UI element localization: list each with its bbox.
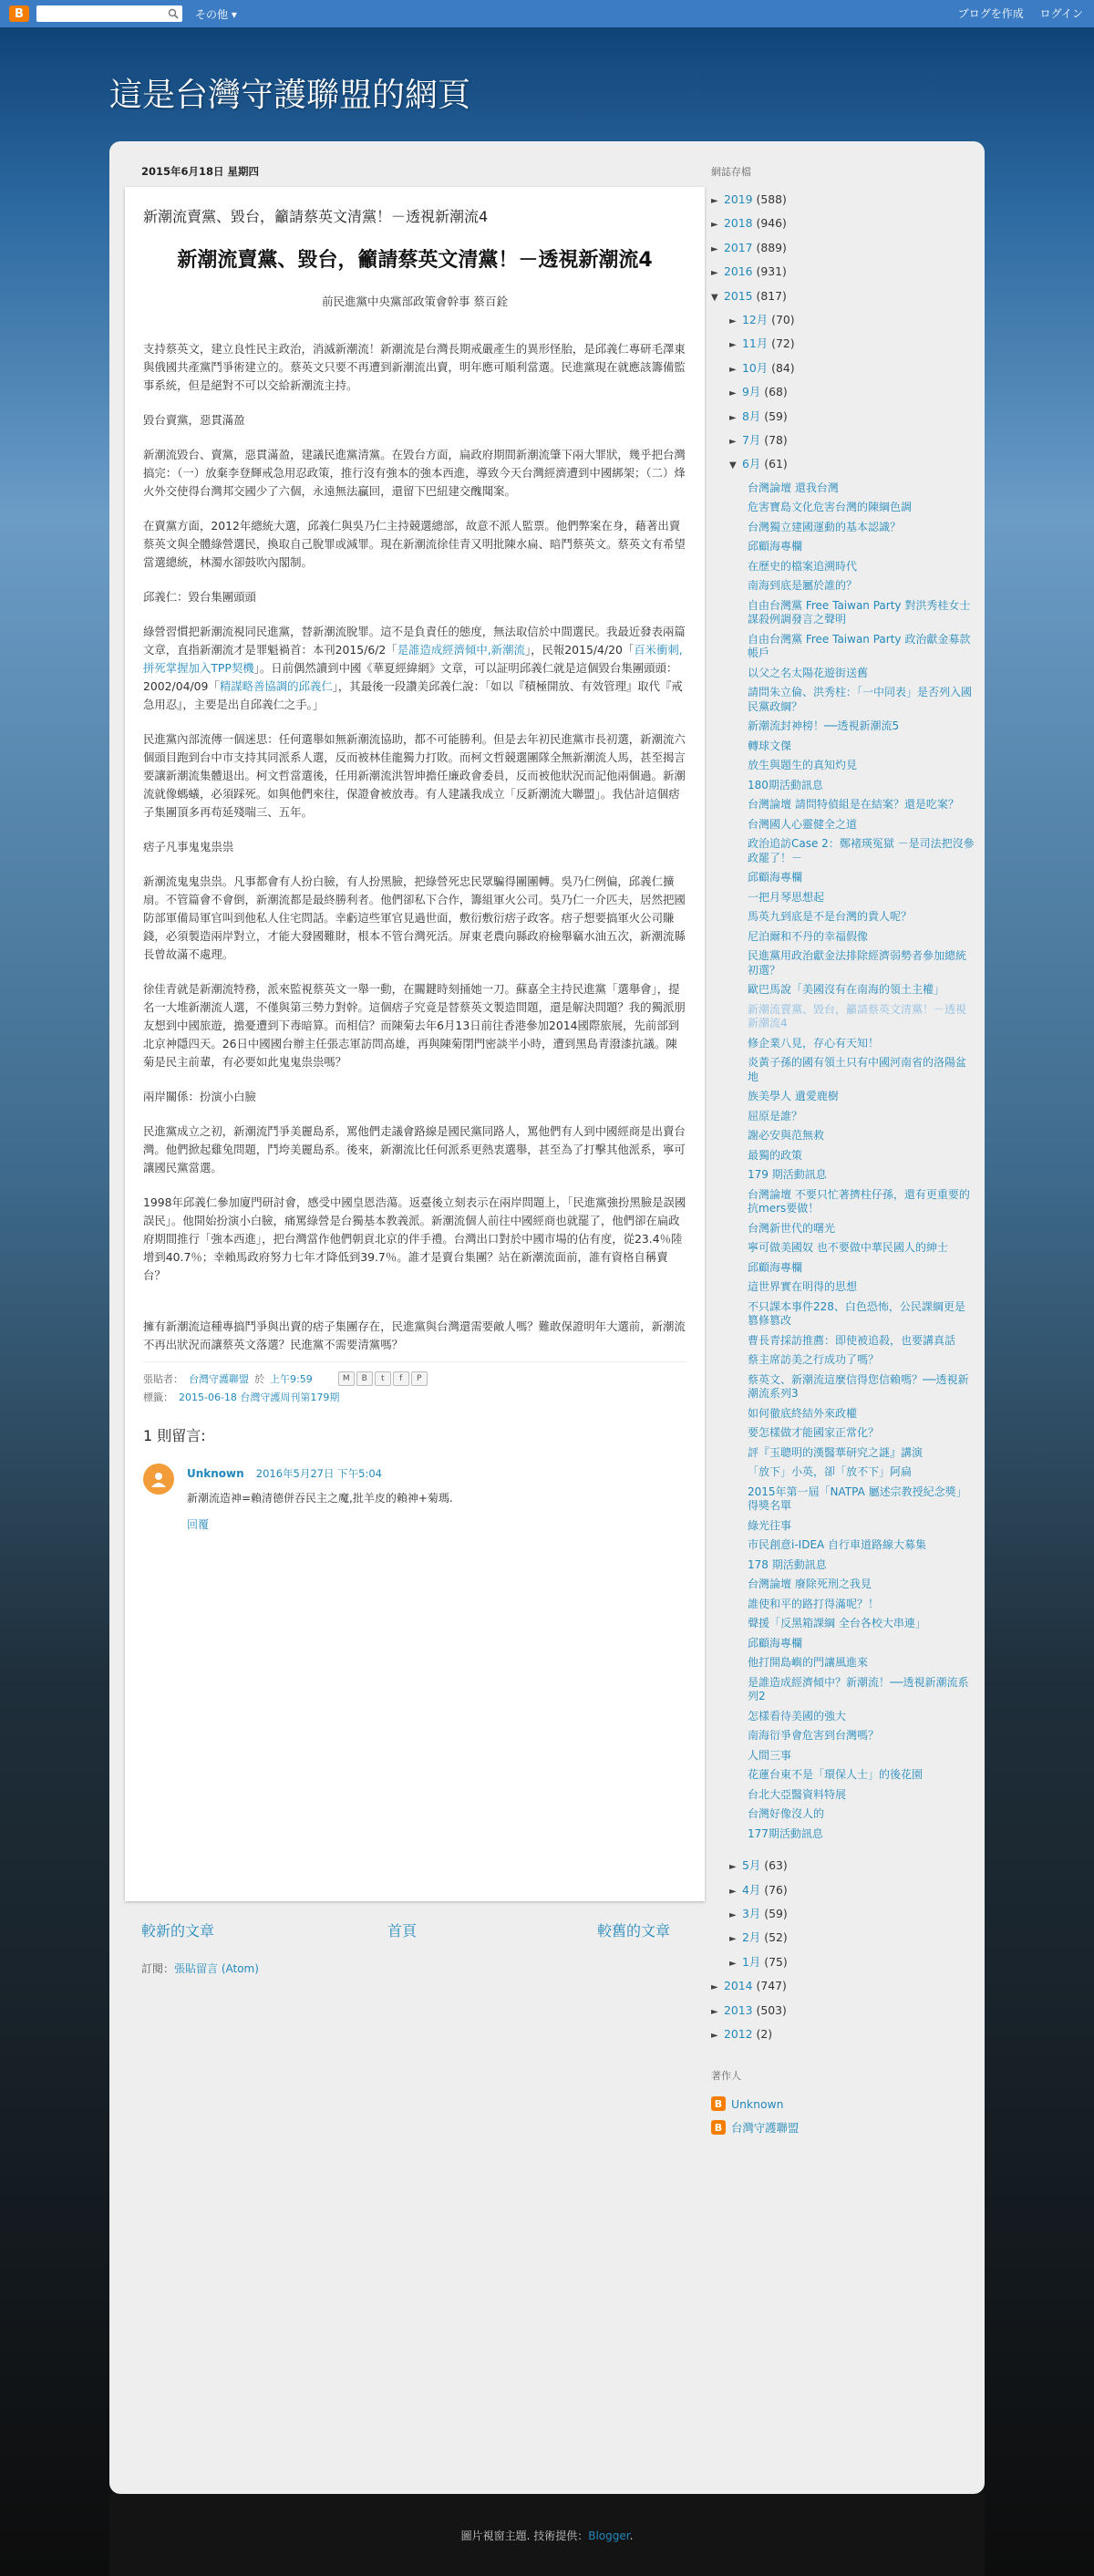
archive-year-count: (588) — [756, 192, 787, 206]
archive-post-link[interactable]: 謝必安與范無救 — [748, 1129, 825, 1143]
archive-post-link[interactable]: 評『玉聰明的漢醫華研究之謎』講演 — [748, 1445, 924, 1459]
archive-post-link[interactable]: 180期活動訊息 — [748, 778, 823, 791]
collapsed-toggle-icon[interactable]: ► — [729, 1934, 737, 1945]
collapsed-toggle-icon[interactable]: ► — [729, 1958, 737, 1969]
archive-year-count: (817) — [756, 288, 787, 303]
archive-month-count: (59) — [764, 1906, 788, 1920]
archive-month-link[interactable]: 8月 — [742, 409, 761, 423]
archive-post-link[interactable]: 自由台灣黨 Free Taiwan Party 對洪秀桂女士謀殺例調發言之聲明 — [748, 598, 971, 626]
archive-post-link[interactable]: 轉球文傑 — [748, 739, 792, 752]
archive-month-item[interactable] — [711, 1854, 975, 1878]
archive-post-link[interactable]: 一把月琴思想起 — [748, 890, 825, 904]
archive-post-link[interactable]: 蔡主席訪美之行成功了嗎？ — [748, 1353, 880, 1367]
post-paragraph: 新潮流毀台、賣黨，惡貫滿盈，建議民進黨清黨。在毀台方面，扁政府期間新潮流肇下兩大罪狀，幾乎把台灣搞完：（一）放棄李登輝戒急用忍政策，推行沒有強本的強本西進，導致今天台灣經濟遭到中國綁架；（二）烽火外交使得台灣邦交國少了六個，永遠無法贏回，還留下巴紐建交醜聞案。 — [143, 448, 686, 498]
login-link[interactable]: ログイン — [1039, 7, 1083, 20]
facebook-share-icon[interactable]: f — [393, 1371, 409, 1386]
archive-post-link[interactable]: 台灣獨立建國運動的基本認識？ — [748, 520, 902, 533]
share-buttons — [338, 1371, 428, 1386]
post-subheading: 兩岸關係：扮演小白臉 — [143, 1090, 256, 1103]
post — [125, 187, 705, 1901]
archive-month-link[interactable]: 7月 — [742, 432, 761, 447]
archive-post-link[interactable]: 最獨的政策 — [748, 1148, 803, 1162]
create-blog-link[interactable]: ブログを作成 — [957, 7, 1024, 20]
more-label: その他 — [195, 7, 229, 21]
collapsed-toggle-icon[interactable]: ► — [729, 340, 737, 351]
post-paragraph: 在賣黨方面，2012年總統大選，邱義仁與吳乃仁主持競選總部，故意不派人監票。他們弊案在身，藉著出賣蔡英文與全體綠營選民，換取自己脫罪或減罪。現在新潮流徐佳青又明批陳水扁、暗鬥蔡英文。蔡英文有希望當選總統，林濁水卻鼓吹內閣制。 — [143, 519, 686, 569]
user-icon — [150, 1470, 168, 1488]
archive-post-link[interactable]: 花蓮台東不是「環保人士」的後花園 — [748, 1768, 924, 1782]
archive-month-count: (76) — [764, 1882, 788, 1897]
post-paragraph: 民進黨內部流傳一個迷思：任何選舉如無新潮流協助，都不可能勝利。但是去年初民進黨市長初選，新潮流六個頭目跑到台中市支持其同派系人選，反而被林佳龍獨力打敗。而柯文哲競選團隊全無新潮流人馬，甚至揭言要讓新潮流集體退出。柯文哲當選後，任用新潮流洪智坤擔任廉政會委員，反而被他狀況而記他兩個過。新潮流就像螞蟻，必須踩死。如與他們來往，保證會被放毒。有人建議我成立「反新潮流大聯盟」。我估計這個痞子集團頂多再苟延殘喘三、五年。 — [143, 732, 686, 819]
archive-year-item[interactable] — [711, 236, 975, 260]
archive-post-link[interactable]: 台灣新世代的曙光 — [748, 1221, 836, 1235]
blog-title[interactable]: 這是台灣守護聯盟的網頁 — [109, 77, 471, 114]
archive-post-link[interactable]: 以父之名太陽花遊街送舊 — [748, 666, 869, 679]
archive-year-item[interactable] — [711, 1974, 975, 1998]
archive-post-link[interactable]: 曹長青採訪推薦：即使被追殺，也要講真話 — [748, 1333, 956, 1347]
archive-post-link[interactable]: 綠光往事 — [748, 1518, 792, 1532]
archive-month-link[interactable]: 12月 — [742, 312, 769, 326]
archive-year-link[interactable]: 2016 — [724, 264, 753, 279]
archive-post-link[interactable]: 聲援「反黑箱課綱 全台各校大串連」 — [748, 1617, 926, 1630]
archive-month-item[interactable] — [711, 1950, 975, 1974]
blog-pager — [141, 1919, 670, 1941]
archive-month-link[interactable]: 11月 — [742, 336, 769, 351]
blogger-link[interactable]: Blogger — [588, 2529, 630, 2542]
archive-year-item[interactable] — [711, 188, 975, 212]
archive-month-count: (70) — [771, 312, 795, 326]
post-paragraph: 新潮流鬼鬼祟祟。凡事都會有人扮白臉，有人扮黑臉，把綠營死忠民眾騙得團團轉。吳乃仁例偏，邱義仁擴扇。不管篇會不會倒，新潮流都是最終勝利者。他們卻私下合作，籌組軍火公司。吳乃仁一介匹夫，居然把國防部軍備局軍官叫到他私人住宅問話。幸虧這些軍官見過世面，敷衍敷衍痞子政客。痞子想要搞軍火公司賺錢，必須製造兩岸對立，才能大發國難財，根本不管台灣死活。屏東老農向縣政府檢舉竊水油五次，新潮流縣長曾故滿不處理。 — [143, 874, 686, 961]
post-byline: 前民進黨中央黨部政策會幹事 蔡百銓 — [322, 295, 508, 308]
pinterest-share-icon[interactable]: P — [411, 1371, 428, 1386]
archive-post-link[interactable]: 炎黃子孫的國有領土只有中國河南省的洛陽盆地 — [748, 1056, 967, 1083]
post-paragraph: 1998年邱義仁參加廈門研討會，感受中國皇恩浩蕩。返臺後立刻表示在兩岸問題上，「民進黨強扮黑臉是誤國誤民」。他開始扮演小白臉，痛罵綠營是台獨基本教義派。新潮流個人前往中國經商也就罷了，他們卻在扁政府期間推行「強本西進」，把台灣當作他們朝貢北京的伴手禮。台灣出口對於中國市場的佔有度，從23.4％陸增到40.7％；幸賴馬政府努力七年才降低到39.7％。誰才是賣台集團？站在新潮流面前，誰有資格自稱賣台？ — [143, 1195, 686, 1282]
archive-year-link[interactable]: 2017 — [724, 240, 753, 254]
author-link[interactable]: Unknown — [731, 2096, 784, 2111]
archive-post-link[interactable]: 台灣論壇 廢除死刑之我見 — [748, 1578, 872, 1591]
archive-month-count: (75) — [764, 1954, 788, 1969]
archive-post-link[interactable]: 人間三事 — [748, 1748, 792, 1762]
expanded-toggle-icon[interactable]: ▼ — [711, 292, 718, 303]
date-header: 2015年6月18日 星期四 — [141, 165, 260, 178]
authors-title: 著作人 — [711, 2070, 741, 2083]
article-link[interactable]: 是誰造成經濟傾中,新潮流 — [397, 643, 525, 657]
subscribe — [141, 1960, 259, 1976]
archive-month-link[interactable]: 1月 — [742, 1954, 761, 1969]
article-link[interactable]: 精謀略善協調的邱義仁 — [219, 679, 333, 693]
sidebar — [711, 164, 975, 2139]
archive-post-link[interactable]: 邱顧海專欄 — [748, 540, 803, 553]
archive-post-link[interactable]: 馬英九到底是不是台灣的貴人呢？ — [748, 910, 913, 924]
archive-post-link[interactable]: 屈原是誰？ — [748, 1109, 803, 1122]
post-paragraph — [143, 623, 686, 714]
archive-month-item[interactable] — [711, 332, 975, 356]
atom-feed-link[interactable]: 張貼留言 (Atom) — [174, 1962, 259, 1975]
archive-post-link[interactable]: 台灣論壇 還我台灣 — [748, 481, 839, 494]
archive-post-link[interactable]: 如何徹底終結外來政權 — [748, 1406, 858, 1420]
archive-post-link[interactable]: 民進黨用政治獻金法排除經濟弱勢者參加總統初選？ — [748, 949, 967, 977]
collapsed-toggle-icon[interactable]: ► — [711, 268, 718, 279]
archive-post-link[interactable]: 歐巴馬說「美國沒有在南海的領土主權」 — [748, 983, 945, 997]
archive-post-link[interactable]: 台灣論壇 請問特偵組是在結案？還是吃案？ — [748, 798, 959, 812]
archive-year-item[interactable] — [711, 2023, 975, 2046]
archive-month-link[interactable]: 3月 — [742, 1906, 761, 1920]
archive-post-link[interactable]: 請問朱立倫、洪秀柱：「一中同表」是否列入國民黨政綱？ — [748, 686, 973, 713]
archive-month-count: (72) — [771, 336, 795, 351]
collapsed-toggle-icon[interactable]: ► — [729, 1862, 737, 1873]
footer-text: 圖片視窗主題. 技術提供： — [460, 2529, 589, 2542]
archive-month-item[interactable] — [711, 357, 975, 380]
archive-post-link[interactable]: 市民創意i-IDEA 自行車道路線大募集 — [748, 1538, 927, 1552]
archive-post-link[interactable]: 在歷史的檔案追溯時代 — [748, 559, 858, 573]
archive-month-item[interactable] — [711, 308, 975, 332]
archive-month-item[interactable] — [711, 405, 975, 429]
collapsed-toggle-icon[interactable]: ► — [729, 1909, 737, 1920]
post-time-link[interactable]: 上午9:59 — [270, 1373, 313, 1385]
post-subheading: 痞子凡事鬼鬼祟祟 — [143, 840, 234, 853]
comment — [143, 1464, 686, 1532]
avatar[interactable] — [143, 1464, 174, 1495]
blogger-profile-icon: B — [711, 2120, 726, 2135]
posted-at-label: 於 — [254, 1373, 264, 1385]
archive-month-item[interactable] — [711, 429, 975, 452]
archive-post-link[interactable]: 寧可做美國奴 也不要做中華民國人的紳士 — [748, 1241, 948, 1255]
archive-title: 網誌存檔 — [711, 166, 751, 178]
collapsed-toggle-icon[interactable]: ► — [729, 316, 737, 326]
archive-post-link[interactable]: 放生與題生的真知灼見 — [748, 759, 858, 772]
post-paragraph: 擁有新潮流這種專搞鬥爭與出賣的痞子集團存在，民進黨與台灣還需要敵人嗎？難敢保證明年大選前，新潮流不再出狀況而讓蔡英文落選？民進黨不需要清黨嗎？ — [143, 1319, 686, 1351]
content-outer — [109, 141, 985, 2494]
archive-post-link[interactable]: 南海衍爭會危害到台灣嗎？ — [748, 1729, 880, 1743]
archive-post-link[interactable]: 修企業八見，存心有天知！ — [748, 1036, 880, 1050]
archive-month-item[interactable] — [711, 1926, 975, 1950]
archive-post-link[interactable]: 邱顧海專欄 — [748, 1636, 803, 1650]
comment-date[interactable]: 2016年5月27日 下午5:04 — [255, 1467, 382, 1480]
posted-by-label: 張貼者： — [143, 1373, 183, 1385]
archive-year-link[interactable]: 2015 — [724, 288, 753, 303]
post-text: 綠營習慣把新潮流視同民進黨，替新潮流脫罪。這不是負責任的態度，無法取信於中間選民。我最近發表兩篇文章，直指新潮流才是罪魁禍首：本刊2015/6/2「 — [143, 625, 686, 657]
archive-post-link[interactable]: 邱顧海專欄 — [748, 871, 803, 885]
post-text: 」，其最後一段讚美邱義仁說：「如以『積極開放、有效管理』取代『戒急用忍』，主要是出自邱義仁之手。」 — [143, 679, 683, 711]
archive-post-link[interactable]: 2015年第一屆「NATPA 屬述宗教授紀念獎」得獎名單 — [748, 1485, 967, 1513]
archive-year-count: (2) — [756, 2026, 773, 2041]
archive-post-link[interactable]: 自由台灣黨 Free Taiwan Party 政治獻金募款帳戶 — [748, 632, 971, 660]
collapsed-toggle-icon[interactable]: ► — [729, 1886, 737, 1897]
author-link[interactable]: 台灣守護聯盟 — [731, 2121, 800, 2136]
archive-post-link[interactable]: 台灣論壇 不要只忙著擠柱仔孫，還有更重要的抗mers要做！ — [748, 1187, 970, 1216]
footer — [109, 2494, 985, 2576]
archive-post-link[interactable]: 怎樣看待美國的強大 — [748, 1709, 847, 1723]
archive-post-link[interactable]: 是誰造成經濟傾中？新潮流！──透視新潮流系列2 — [748, 1675, 969, 1703]
archive-post-link[interactable]: 新潮流封神榜！──透視新潮流5 — [748, 719, 900, 733]
archive-post-link[interactable]: 台灣國人心靈健全之道 — [748, 817, 858, 831]
archive-post-link[interactable]: 危害寶島文化危害台灣的陳綱色調 — [748, 501, 913, 514]
archive-year-link[interactable]: 2018 — [724, 216, 753, 231]
comments-title: 1 則留言: — [143, 1427, 206, 1444]
archive-month-link[interactable]: 4月 — [742, 1882, 761, 1897]
post-text: 」。日前偶然讀到中國《華夏經緯網》文章，可以証明邱義仁就是這個毀台集團頭頭：2002/04/09「 — [143, 661, 678, 693]
archive-post-link[interactable]: 誰使和平的路打得滿呢？！ — [748, 1597, 880, 1610]
article-link[interactable]: 百米衝刺,拼死掌握加入TPP契機 — [143, 643, 683, 675]
chevron-down-icon: ▾ — [231, 7, 237, 21]
collapsed-toggle-icon[interactable]: ► — [711, 196, 718, 206]
archive-year-count: (946) — [756, 216, 787, 231]
blogger-logo-icon[interactable]: B — [9, 5, 29, 22]
archive-year-link[interactable]: 2019 — [724, 192, 753, 206]
post-footer — [143, 1361, 686, 1404]
archive-post-link[interactable]: 178 期活動訊息 — [748, 1557, 827, 1571]
archive-year-item[interactable] — [711, 212, 975, 235]
archive-post-link[interactable]: 這世界實在明得的思想 — [748, 1280, 858, 1294]
archive-month-count: (78) — [764, 432, 788, 447]
archive-year-count: (889) — [756, 240, 787, 254]
more-menu[interactable] — [195, 6, 237, 22]
navbar — [0, 0, 1094, 27]
post-subheading: 邱義仁：毀台集團頭頭 — [143, 590, 256, 604]
blogger-profile-icon: B — [711, 2096, 726, 2111]
archive-year-link[interactable]: 2012 — [724, 2026, 753, 2041]
collapsed-toggle-icon[interactable]: ► — [729, 388, 737, 399]
archive-month-count: (52) — [764, 1930, 788, 1945]
reply-link[interactable]: 回覆 — [187, 1518, 210, 1531]
author-item[interactable] — [711, 2092, 975, 2116]
archive-post-link[interactable]: 177期活動訊息 — [748, 1826, 823, 1840]
archive-year-item[interactable] — [711, 1999, 975, 2023]
archive-year-link[interactable]: 2013 — [724, 2002, 753, 2017]
email-share-icon[interactable]: M — [338, 1371, 355, 1386]
post-label-link[interactable]: 2015-06-18 台灣守護周刊第179期 — [179, 1391, 340, 1403]
archive-month-item[interactable] — [711, 1902, 975, 1926]
newer-posts-link[interactable]: 較新的文章 — [141, 1922, 215, 1940]
subscribe-label: 訂閱： — [141, 1962, 175, 1975]
post-paragraph: 民進黨成立之初，新潮流鬥爭美麗島系，罵他們走議會路線是國民黨同路人，罵他們有人到中國經商是出賣台灣。他們掀起雞兔問題，鬥垮美麗島系。後來，新潮流比任何派系更熱衷選舉，甚至為了打擊其他派系，寧可讓國民黨當選。 — [143, 1124, 686, 1174]
collapsed-toggle-icon[interactable]: ► — [711, 220, 718, 231]
post-text: 」，民報2015/4/20「 — [524, 643, 635, 657]
archive-month-count: (84) — [771, 360, 795, 375]
nav-right — [945, 5, 1083, 21]
archive-year-item[interactable] — [711, 284, 975, 308]
post-author-link[interactable]: 台灣守護聯盟 — [189, 1373, 249, 1385]
archive-year-link[interactable]: 2014 — [724, 1979, 753, 1993]
archive-post-link[interactable]: 邱顧海專欄 — [748, 1260, 803, 1274]
twitter-share-icon[interactable]: t — [375, 1371, 391, 1386]
labels-label: 標籤： — [143, 1391, 173, 1403]
archive-month-link[interactable]: 5月 — [742, 1858, 761, 1873]
collapsed-toggle-icon[interactable]: ► — [729, 364, 737, 375]
post-heading: 新潮流賣黨、毀台，籲請蔡英文清黨！－透視新潮流4 — [177, 249, 653, 272]
author-item[interactable] — [711, 2116, 975, 2139]
footer-tail: . — [629, 2529, 634, 2542]
post-paragraph: 支持蔡英文，建立良性民主政治，消滅新潮流！新潮流是台灣長期戒嚴產生的異形怪胎，是邱義仁專研毛澤東與俄國共產黨鬥爭術建立的。蔡英文只要不再遭到新潮流出賣，明年應可順利當選。民進黨現在就應該籌備監事系統，但是絕對不可以交給新潮流主持。 — [143, 342, 686, 392]
archive-post-link[interactable]: 他打開島嶼的門讓風進來 — [748, 1656, 869, 1670]
archive-post-link[interactable]: 179 期活動訊息 — [748, 1168, 827, 1182]
post-subheading: 毀台賣黨，惡貫滿盈 — [143, 413, 245, 427]
collapsed-toggle-icon[interactable]: ► — [729, 412, 737, 423]
archive-post-link[interactable]: 蔡英文、新潮流這麼信得您信賴嗎？──透視新潮流系列3 — [748, 1372, 969, 1401]
archive-month-count: (68) — [764, 385, 788, 399]
archive-post-link[interactable]: 台灣好像沒人的 — [748, 1807, 825, 1821]
collapsed-toggle-icon[interactable]: ► — [711, 2030, 718, 2041]
archive-post-link[interactable]: 南海到底是屬於誰的？ — [748, 579, 858, 593]
older-posts-link[interactable]: 較舊的文章 — [596, 1922, 670, 1940]
archive-post-link[interactable]: 族美學人 遺愛鹿樹 — [748, 1090, 839, 1103]
archive-post-link[interactable]: 不只課本事件228、白色恐怖，公民課綱更是篡修篡改 — [748, 1299, 965, 1328]
expanded-toggle-icon[interactable]: ▼ — [729, 460, 737, 471]
archive-month-link[interactable]: 9月 — [742, 385, 761, 399]
archive-month-count: (63) — [764, 1858, 788, 1873]
post-title[interactable]: 新潮流賣黨、毀台，籲請蔡英文清黨！－透視新潮流4 — [143, 208, 489, 225]
archive-month-link[interactable]: 2月 — [742, 1930, 761, 1945]
blog-this-icon[interactable]: B — [356, 1371, 373, 1386]
archive-year-count: (931) — [756, 264, 787, 279]
archive-month-count: (61) — [764, 457, 788, 471]
home-link[interactable]: 首頁 — [387, 1922, 418, 1940]
archive-post-link[interactable]: 新潮流賣黨、毀台，籲請蔡英文清黨！－透視新潮流4 — [748, 1002, 967, 1030]
archive-month-link[interactable]: 10月 — [742, 360, 769, 375]
archive-post-link[interactable]: 尼泊爾和不丹的幸福假像 — [748, 929, 869, 943]
archive-month-item[interactable] — [711, 452, 975, 476]
comment-text: 新潮流造神=賴清德併吞民主之魔,批羊皮的賴神+菊瑪. — [187, 1492, 453, 1505]
archive-post-link[interactable]: 「放下」小英，卻「放不下」阿扁 — [748, 1465, 913, 1479]
collapsed-toggle-icon[interactable]: ► — [729, 436, 737, 447]
collapsed-toggle-icon[interactable]: ► — [711, 1982, 718, 1993]
archive-month-item[interactable] — [711, 1878, 975, 1902]
archive-year-item[interactable] — [711, 260, 975, 284]
archive-post-link[interactable]: 政治追訪Case 2：鄭褚瑛冤獄 －是司法把沒參政罷了！－ — [748, 837, 975, 864]
archive-year-count: (747) — [756, 1979, 787, 1993]
archive-year-count: (503) — [756, 2002, 787, 2017]
collapsed-toggle-icon[interactable]: ► — [711, 2006, 718, 2017]
search-input[interactable] — [36, 5, 182, 22]
post-paragraph: 徐佳青就是新潮流特務，派來監視蔡英文一舉一動，在關鍵時刻捅她一刀。蘇嘉全主持民進黨「選舉會」，提名一大堆新潮流人選，不僅與第三勢力對幹。這個痞子究竟是替蔡英文製造問題，還是解決問題？我的獨派朋友想到中國旅遊，擔憂遭到下毒暗算。而相信？而陳菊去年6月13日前往香港參加2014國際旅展，先前部到北京神隱四天。26日中國國台辦主任張志軍訪問高雄，再與陳菊閉門密談半小時，遭到黑島青潑漆抗議。陳菊是民主前輩，有必要如此鬼鬼祟祟嗎？ — [143, 982, 686, 1069]
archive-post-link[interactable]: 要怎樣做才能國家正常化？ — [748, 1426, 880, 1440]
search-icon[interactable] — [168, 8, 179, 19]
archive-month-item[interactable] — [711, 380, 975, 404]
archive-month-count: (59) — [764, 409, 788, 423]
collapsed-toggle-icon[interactable]: ► — [711, 243, 718, 254]
archive-month-link[interactable]: 6月 — [742, 457, 761, 471]
archive-post-link[interactable]: 台北大亞醫資料特展 — [748, 1787, 847, 1801]
comment-author[interactable]: Unknown — [187, 1467, 244, 1480]
